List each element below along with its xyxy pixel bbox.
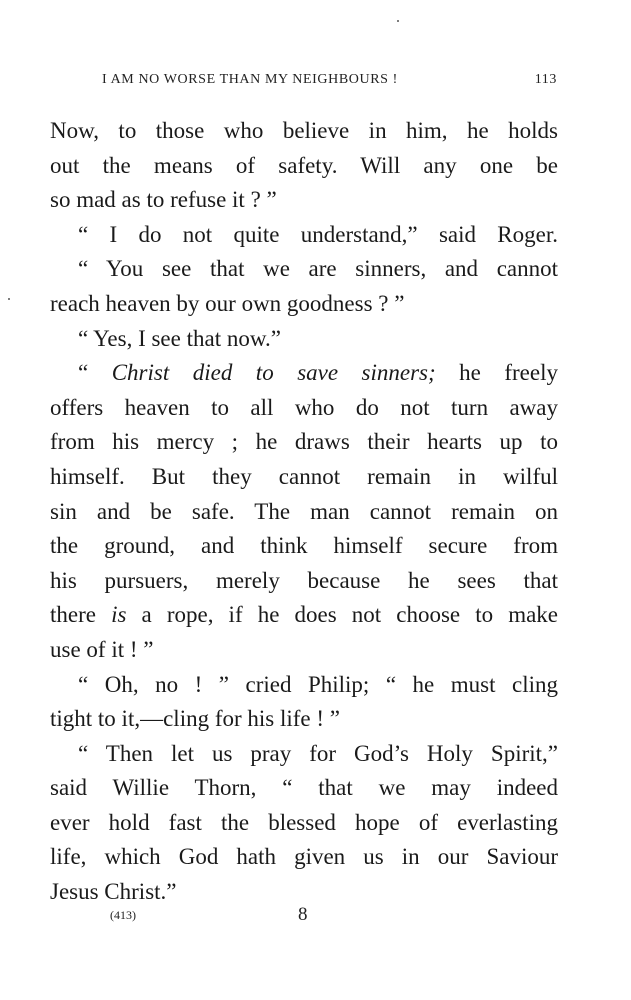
text-line: so mad as to refuse it ? ” bbox=[50, 187, 277, 213]
text-line: sin and be safe. The man cannot remain on bbox=[50, 498, 558, 524]
text-line: ever hold fast the blessed hope of everlasting bbox=[50, 809, 558, 835]
text-segment: there bbox=[50, 602, 112, 628]
text-line: “ Yes, I see that now.” bbox=[78, 325, 281, 351]
italic-phrase: Christ died to save sinners; bbox=[111, 360, 436, 386]
text-line: “ Then let us pray for God’s Holy Spirit,” bbox=[78, 740, 558, 766]
text-line: the ground, and think himself secure from bbox=[50, 533, 558, 559]
text-line: out the means of safety. Will any one be bbox=[50, 152, 558, 178]
text-line: “ I do not quite understand,” said Roger. bbox=[78, 221, 558, 247]
text-line: offers heaven to all who do not turn away bbox=[50, 394, 558, 420]
text-line bbox=[50, 356, 558, 391]
text-segment: a rope, if he does not choose to make bbox=[141, 602, 559, 628]
text-line bbox=[50, 598, 558, 633]
text-line: said Willie Thorn, “ that we may indeed bbox=[50, 775, 558, 801]
signature-mark: (413) bbox=[110, 908, 136, 922]
text-line: “ You see that we are sinners, and cannot bbox=[78, 256, 558, 282]
text-segment: he freely bbox=[459, 360, 558, 386]
text-line: “ Oh, no ! ” cried Philip; “ he must cling bbox=[78, 671, 558, 697]
open-quote: “ bbox=[78, 360, 112, 386]
text-line: life, which God hath given us in our Saviour bbox=[50, 844, 558, 870]
text-line: Now, to those who believe in him, he holds bbox=[50, 118, 558, 143]
text-line: from his mercy ; he draws their hearts up to bbox=[50, 429, 558, 455]
page-number: 113 bbox=[534, 72, 557, 87]
italic-word: is bbox=[111, 602, 127, 628]
text-line: Jesus Christ.” bbox=[50, 879, 177, 905]
text-line: use of it ! ” bbox=[50, 636, 154, 662]
print-speck bbox=[8, 298, 10, 300]
text-line: his pursuers, merely because he sees that bbox=[50, 567, 558, 593]
text-line: tight to it,—cling for his life ! ” bbox=[50, 706, 341, 732]
text-line: himself. But they cannot remain in wilful bbox=[50, 463, 558, 489]
gathering-mark: 8 bbox=[298, 904, 308, 925]
running-title: I AM NO WORSE THAN MY NEIGHBOURS ! bbox=[102, 72, 398, 87]
print-speck bbox=[397, 20, 399, 22]
body-text bbox=[50, 114, 558, 910]
text-line: reach heaven by our own goodness ? ” bbox=[50, 290, 405, 316]
